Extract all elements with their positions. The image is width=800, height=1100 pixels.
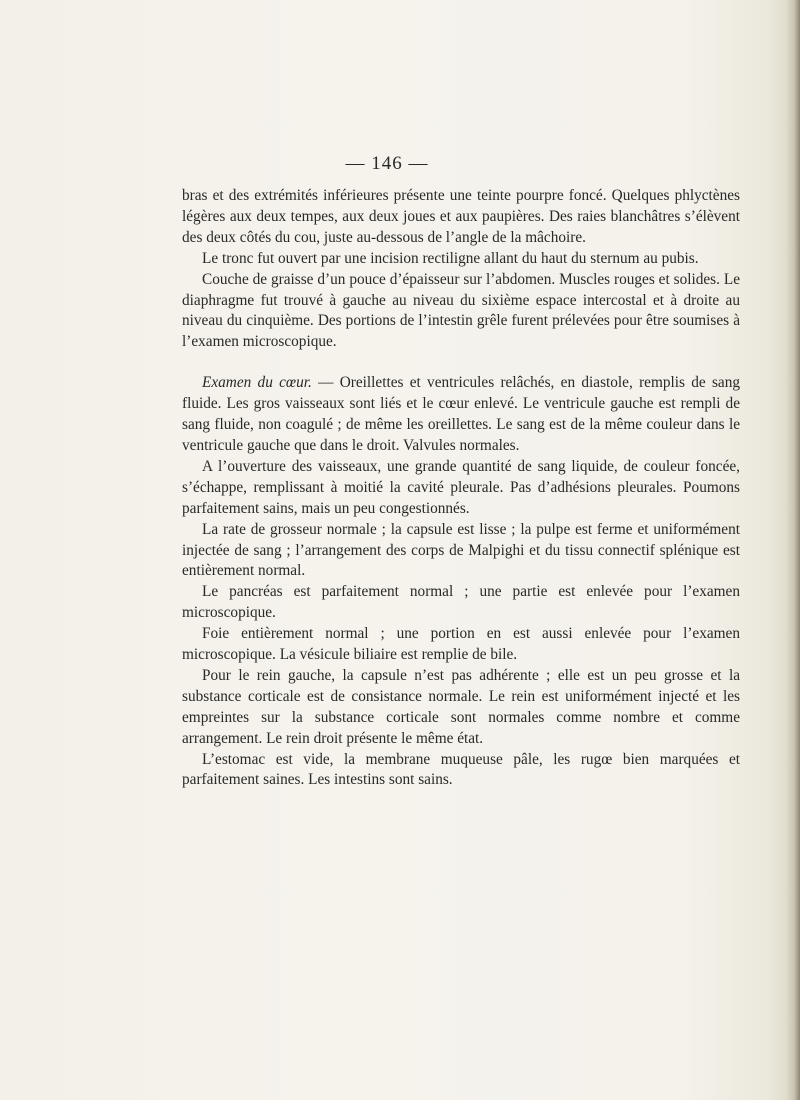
paragraph-text: bras et des extrémités inférieures présente une teinte pourpre foncé. Quelques phlyctènes légères aux deux tempes, aux deux joues et aux paupières. Des raies blanchâtres s’élèvent des deux côtés du cou, juste au-dessous de l’angle de la mâchoire. [182,187,740,246]
paragraph [182,520,740,583]
paragraph [182,249,740,270]
paragraph-text: Couche de graisse d’un pouce d’épaisseur sur l’abdomen. Muscles rouges et solides. Le diaphragme fut trouvé à gauche au niveau du sixième espace intercostal et à droite au niveau du cinquième. Des portions de l’intestin grêle furent prélevées pour être soumises à l’examen microscopique. [182,270,740,351]
paragraph-text: Pour le rein gauche, la capsule n’est pas adhérente ; elle est un peu grosse et la substance corticale est de consistance normale. Le rein est uniformément injecté et les empreintes sur la substance corticale sont normales comme nombre et comme arrangement. Le rein droit présente le même état. [182,666,740,747]
page-number: — 146 — [345,153,429,174]
paragraph-text: Le pancréas est parfaitement normal ; une partie est enlevée pour l’examen microscopique. [182,583,740,622]
paragraph-text: Foie entièrement normal ; une portion en est aussi enlevée pour l’examen microscopique. La vésicule biliaire est remplie de bile. [182,625,740,664]
paragraph [182,270,740,354]
paragraph-text: A l’ouverture des vaisseaux, une grande quantité de sang liquide, de couleur foncée, s’échappe, remplissant à moitié la cavité pleurale. Pas d’adhésions pleurales. Poumons parfaitement sains, mais un peu congestionnés. [182,457,740,517]
paragraph [182,457,740,520]
paragraph-text: L’estomac est vide, la membrane muqueuse pâle, les rugœ bien marquées et parfaitement saines. Les intestins sont sains. [182,750,740,789]
paragraph [182,666,740,750]
paragraph [182,373,740,457]
paragraph-text: — Oreillettes et ventricules relâchés, en diastole, remplis de sang fluide. Les gros vaisseaux sont liés et le cœur enlevé. Le ventricule gauche est rempli de sang fluide, non coagulé ; de même les oreillettes. Le sang est de la même couleur dans le ventricule gauche que dans le droit. Valvules normales. [182,374,740,454]
section-gap [182,353,740,373]
paragraph [182,750,740,792]
section-heading: Examen du cœur. [202,374,312,392]
body-text [182,186,740,791]
paragraph [182,186,740,249]
page-edge-shadow [786,0,800,1100]
paragraph-text: La rate de grosseur normale ; la capsule est lisse ; la pulpe est ferme et uniformément injectée de sang ; l’arrangement des corps de Malpighi et du tissu connectif splénique est entièrement normal. [182,520,740,580]
paragraph [182,582,740,624]
paragraph-text: Le tronc fut ouvert par une incision rectiligne allant du haut du sternum au pubis. [202,249,699,267]
paragraph [182,624,740,666]
